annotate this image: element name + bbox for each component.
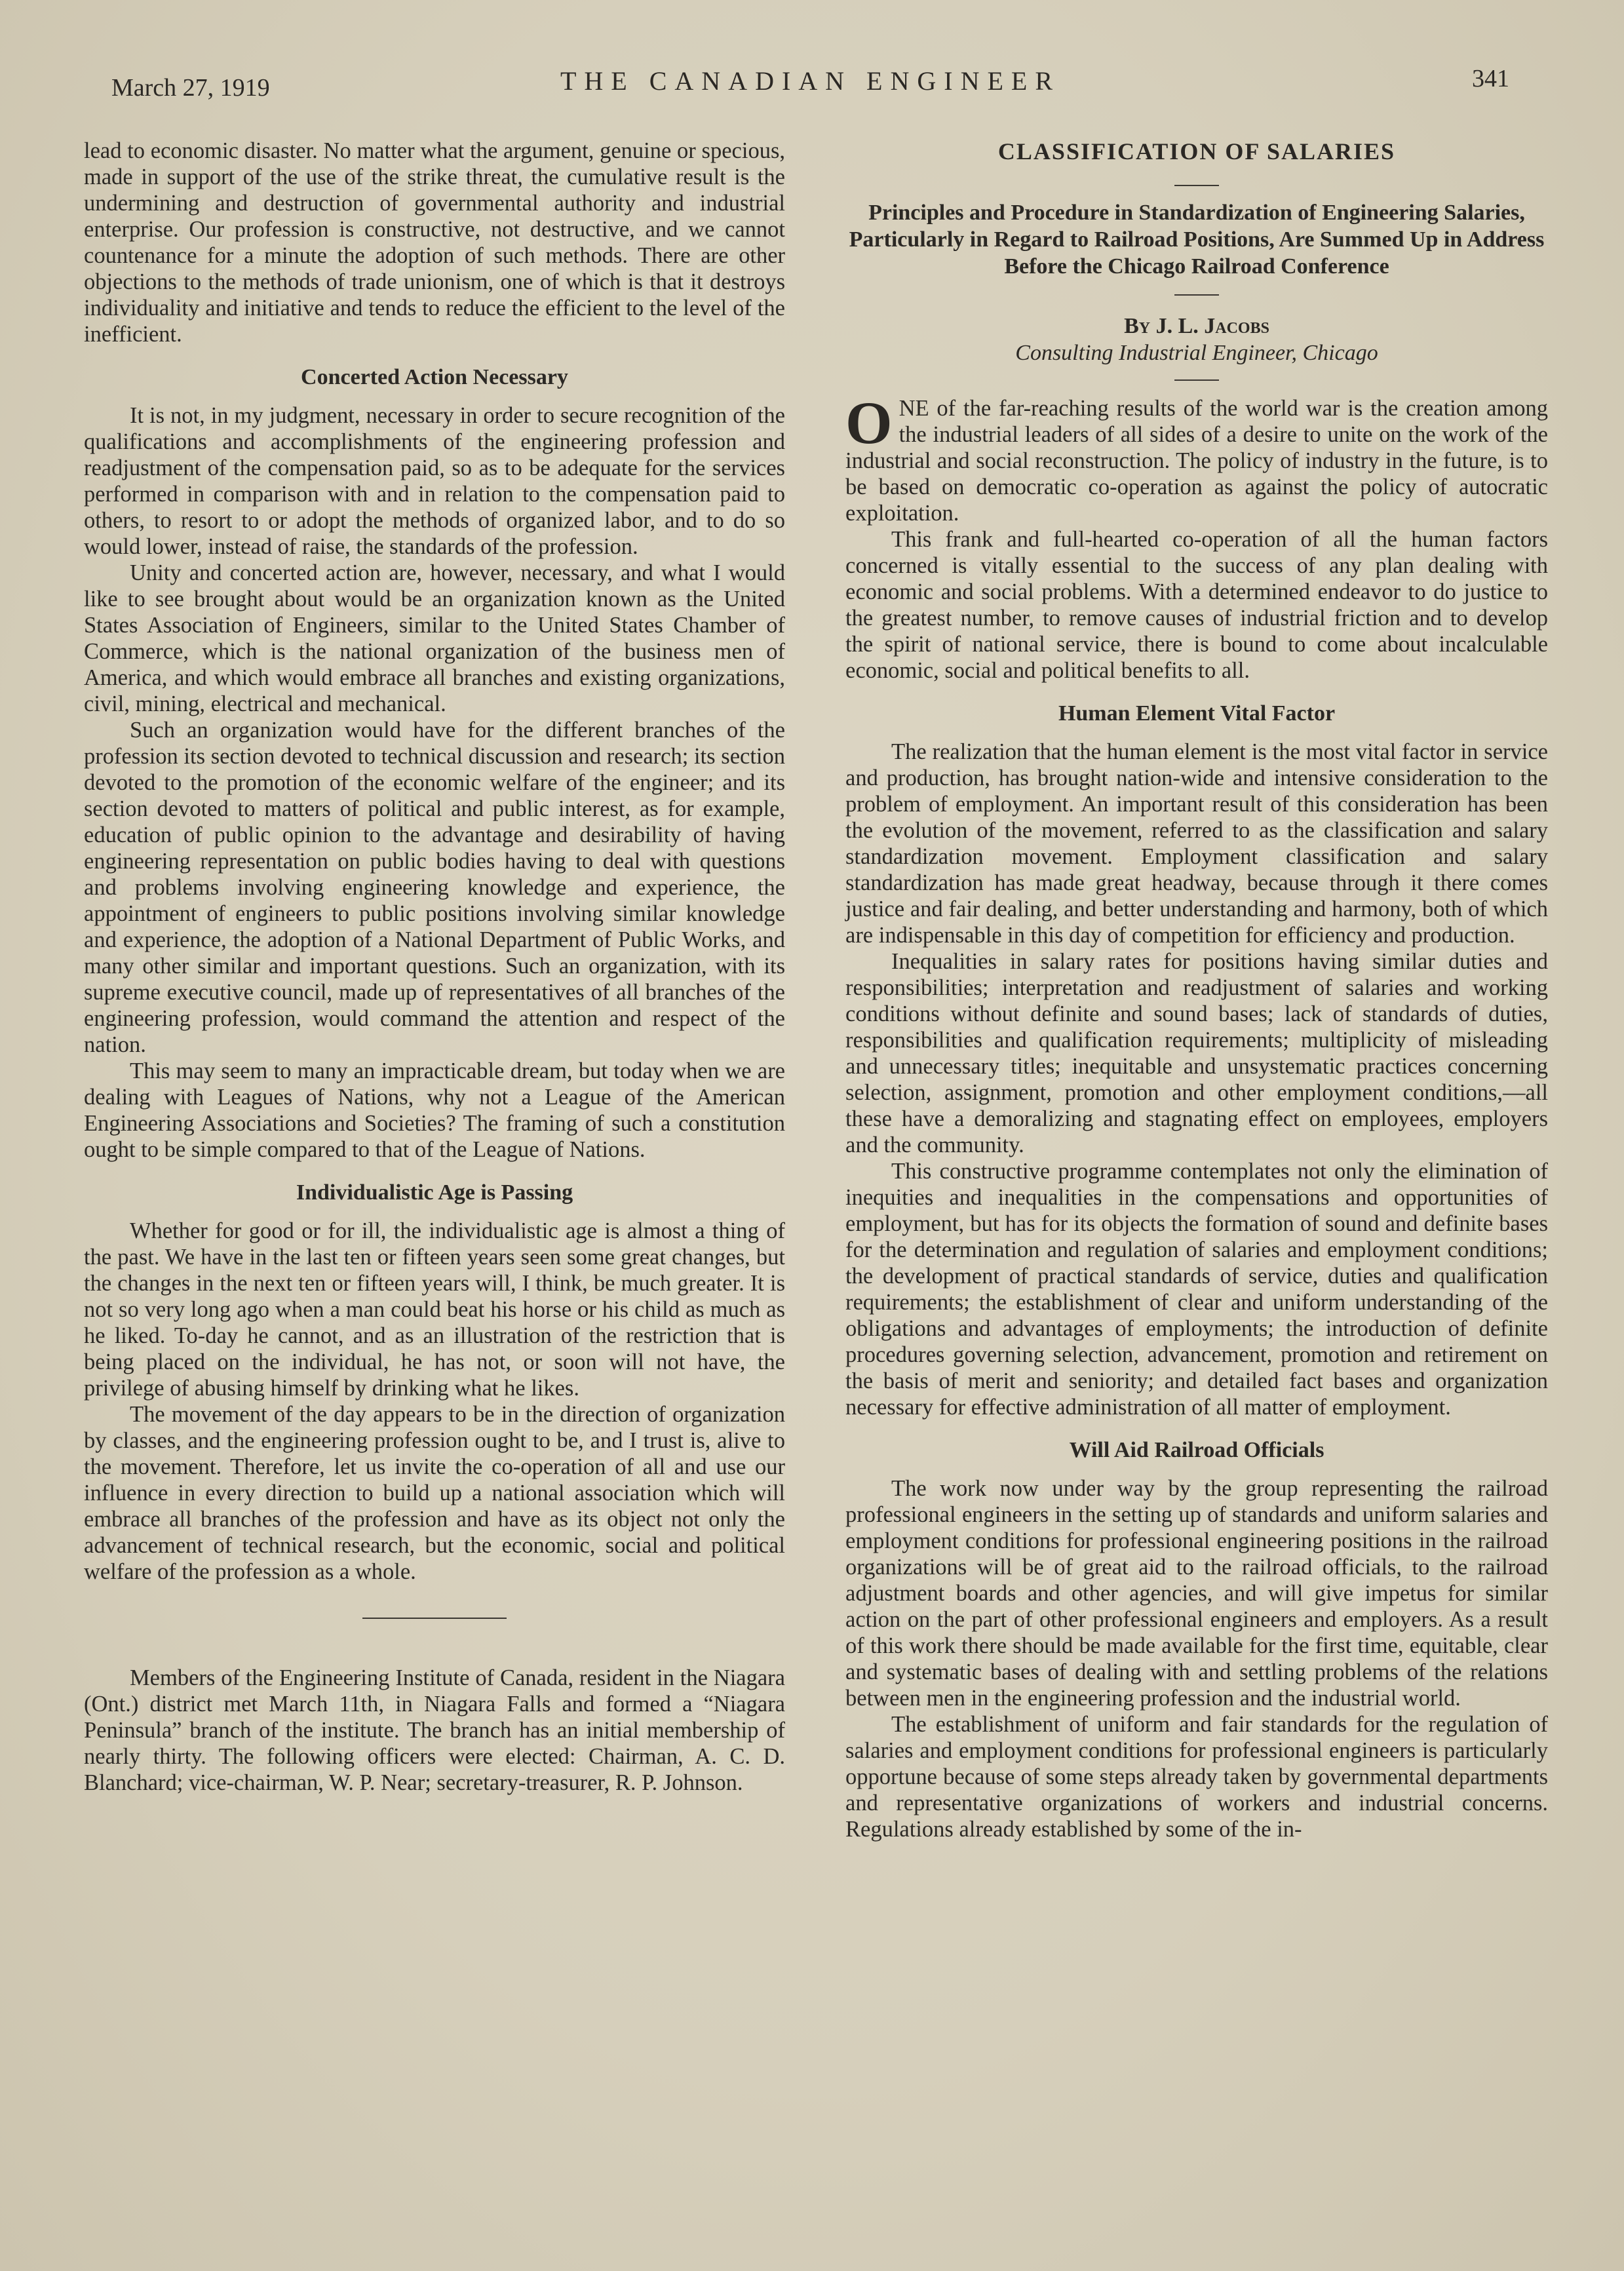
paragraph: The movement of the day appears to be in the direction of organization by classes, and the engineering profession ought to be, and I trust is, alive to the movement. Therefore, let us invite the co-operation of all and use our influence in every direction to build up a national association which will embrace all branches of the profession and have as its object not only the advancement of technical research, but the economic, social and political welfare of the profession as a whole. [84, 1402, 785, 1584]
paragraph: This frank and full-hearted co-operation of all the human factors concerned is vitally essential to the success of any plan dealing with economic and social problems. With a determined endeavor to do justice to the greatest number, to remove causes of industrial friction and to develop the spirit of national service, there is bound to come about incalculable economic, social and political benefits to all. [845, 527, 1548, 683]
section-heading-concerted-action: Concerted Action Necessary [301, 365, 568, 389]
news-item-niagara-branch: Members of the Engineering Institute of Canada, resident in the Niagara (Ont.) district met March 11th, in Niagara Falls and formed a “Niagara Peninsula” branch of the institute. The branch has an initial membership of nearly thirty. The following officers were elected: Chairman, A. C. D. Blanchard; vice-chairman, W. P. Near; secretary-treasurer, R. P. Johnson. [84, 1665, 785, 1795]
paragraph: Unity and concerted action are, however, necessary, and what I would like to see brought about would be an organization known as the United States Association of Engineers, similar to the United States Chamber of Commerce, which is the national organization of the business men of America, and which would embrace all branches and existing organizations, civil, mining, electrical and mechanical. [84, 560, 785, 716]
paragraph: Such an organization would have for the different branches of the profession its section devoted to technical discussion and research; its section devoted to the promotion of the economic welfare of the engineer; and its section devoted to matters of political and public interest, as for example, education of public opinion to the advantage and desirability of having engineering representation on public bodies having to deal with questions and problems involving engineering knowledge and experience, the appointment of engineers to public positions involving similar knowledge and experience, the adoption of a National Department of Public Works, and many other similar and important questions. Such an organization, with its supreme executive council, made up of representatives of all branches of the engineering profession, would command the attention and respect of the nation. [84, 718, 785, 1057]
paragraph: The establishment of uniform and fair standards for the regulation of salaries and employment conditions for professional engineers is particularly opportune because of some steps already taken by governmental departments and representative organizations of workers and industrial concerns. Regulations already established by some of the in- [845, 1712, 1548, 1842]
article-byline: By J. L. Jacobs [1124, 314, 1269, 338]
lead-paragraph: ONE of the far-reaching results of the world war is the creation among the industrial leaders of all sides of a desire to unite on the work of the industrial and social reconstruction. The policy of industry in the future, is to be based on democratic co-operation as against the policy of autocratic exploitation. [845, 389, 1548, 526]
paragraph: Inequalities in salary rates for positions having similar duties and responsibilities; interpretation and readjustment of salaries and working conditions without definite and sound bases; lack of standards of duties, responsibilities and qualification requirements; multiplicity of misleading and unnecessary titles; inequitable and unsystematic practices concerning selection, assignment, promotion and other employment conditions,—all these have a demoralizing and stagnating effect on employees, employers and the community. [845, 949, 1548, 1157]
right-column [845, 138, 1548, 1842]
section-heading-individualistic-age: Individualistic Age is Passing [296, 1180, 573, 1205]
author-affiliation: Consulting Industrial Engineer, Chicago [1015, 341, 1378, 365]
running-header [111, 60, 1509, 100]
article-deck: Principles and Procedure in Standardization of Engineering Salaries, Particularly in Regard to Railroad Positions, Are Summed Up in Address Before the Chicago Railroad Conference [849, 201, 1545, 279]
paragraph: lead to economic disaster. No matter what the argument, genuine or specious, made in support of the use of the strike threat, the cumulative result is the undermining and destruction of governmental authority and industrial enterprise. Our profession is constructive, not destructive, and we cannot countenance for a minute the adoption of such methods. There are other objections to the methods of trade unionism, one of which is that it destroys individuality and initiative and tends to reduce the efficient to the level of the inefficient. [84, 138, 785, 347]
paragraph: The work now under way by the group representing the railroad professional engineers in the setting up of standards and uniform salaries and employment conditions for professional engineering positions in the railroad organizations will be of great aid to the railroad officials, to the railroad adjustment boards and other agencies, and will give impetus for similar action on the part of other professional engineers and employers. As a result of this work there should be made available for the first time, equitable, clear and systematic bases of dealing with and settling problems of the relations between men in the engineering profession and the industrial world. [845, 1476, 1548, 1711]
section-divider [362, 1618, 507, 1619]
section-heading-human-element: Human Element Vital Factor [1058, 701, 1336, 726]
paragraph: The realization that the human element is the most vital factor in service and production, has brought nation-wide and intensive consideration to the problem of employment. An important result of this consideration has been the evolution of the movement, referred to as the classification and salary standardization movement. Employment classification and salary standardization has made great headway, because through it there comes justice and fair dealing, and better understanding and harmony, both of which are indispensable in this day of competition for efficiency and production. [845, 739, 1548, 948]
paragraph: This may seem to many an impracticable dream, but today when we are dealing with Leagues of Nations, why not a League of the American Engineering Associations and Societies? The framing of such a constitution ought to be simple compared to that of the League of Nations. [84, 1058, 785, 1162]
title-rule [1174, 185, 1219, 186]
paragraph: It is not, in my judgment, necessary in order to secure recognition of the qualifications and accomplishments of the engineering profession and readjustment of the compensation paid, so as to be adequate for the services performed in comparison with and in relation to the compensation paid to others, to resort to or adopt the methods of organized labor, and to do so would lower, instead of raise, the standards of the profession. [84, 403, 785, 559]
byline-rule [1174, 379, 1219, 381]
left-column [84, 138, 785, 1796]
paragraph: Whether for good or for ill, the individualistic age is almost a thing of the past. We have in the last ten or fifteen years seen some great changes, but the changes in the next ten or fifteen years will, I think, be much greater. It is not so very long ago when a man could beat his horse or his child as much as he liked. To-day he cannot, and as an illustration of the restriction that is being placed on the individual, he has not, or soon will not have, the privilege of abusing himself by drinking what he likes. [84, 1218, 785, 1401]
page-number: 341 [1472, 65, 1509, 92]
section-heading-railroad-officials: Will Aid Railroad Officials [1069, 1438, 1324, 1462]
publication-title: THE CANADIAN ENGINEER [560, 66, 1061, 96]
paragraph: This constructive programme contemplates not only the elimination of inequities and inequalities in the compensations and opportunities of employment, but has for its objects the formation of sound and definite bases for the determination and regulation of salaries and employment conditions; the development of practical standards of service, duties and qualification requirements; the establishment of clear and uniform understanding of the obligations and advantages of employments; the introduction of definite procedures governing selection, advancement, promotion and retirement on the basis of merit and seniority; and detailed fact bases and organization necessary for effective administration of all matter of employment. [845, 1159, 1548, 1420]
issue-date: March 27, 1919 [111, 74, 270, 102]
deck-rule [1174, 294, 1219, 296]
article-title: CLASSIFICATION OF SALARIES [997, 138, 1396, 165]
